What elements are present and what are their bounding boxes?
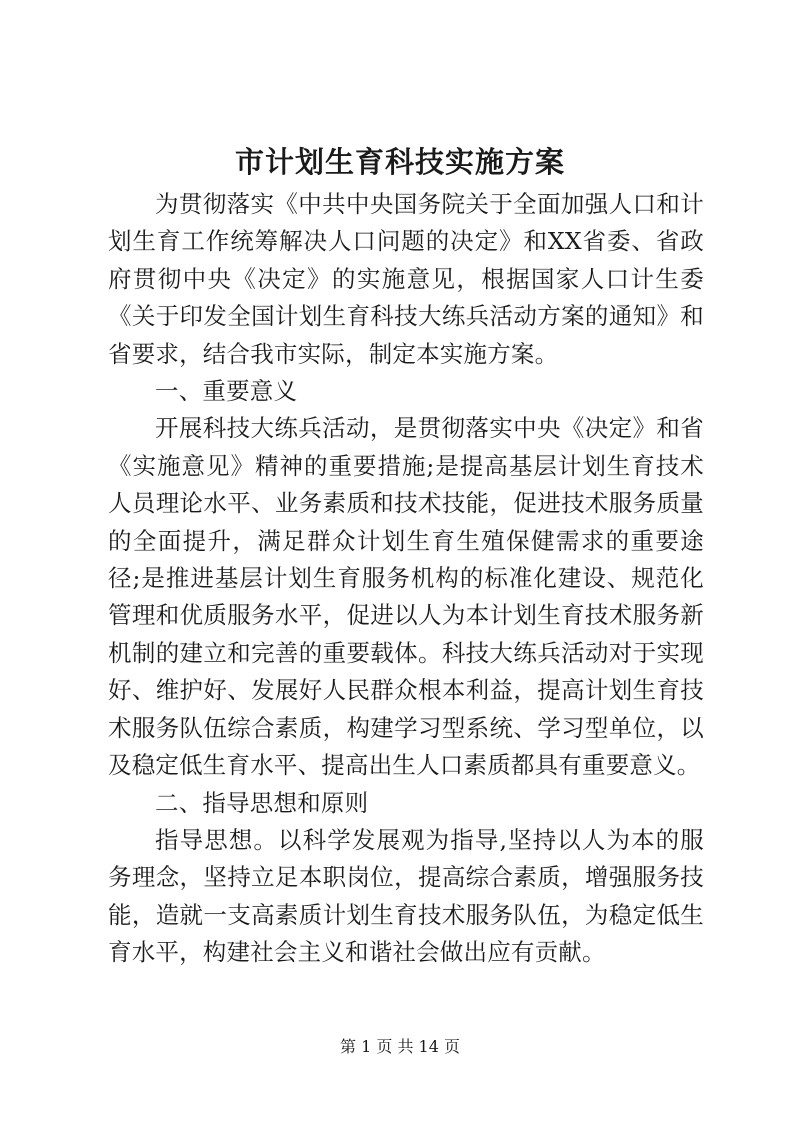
significance-paragraph: 开展科技大练兵活动，是贯彻落实中央《决定》和省《实施意见》精神的重要措施;是提高基层计划生育技术人员理论水平、业务素质和技术技能，促进技术服务质量的全面提升，满足群众计划生育生殖保健需求的重要途径;是推进基层计划生育服务机构的标准化建设、规范化管理和优质服务水平，促进以人为本计划生育技术服务新机制的建立和完善的重要载体。科技大练兵活动对于实现好、维护好、发展好人民群众根本利益，提高计划生育技术服务队伍综合素质，构建学习型系统、学习型单位，以及稳定低生育水平、提高出生人口素质都具有重要意义。 <box>108 414 704 780</box>
page-number-footer: 第 1 页 共 14 页 <box>340 1037 460 1056</box>
section-heading-significance: 一、重要意义 <box>155 377 298 406</box>
intro-paragraph: 为贯彻落实《中共中央国务院关于全面加强人口和计划生育工作统筹解决人口问题的决定》和XX省委、省政府贯彻中央《决定》的实施意见，根据国家人口计生委《关于印发全国计划生育科技大练兵活动方案的通知》和省要求，结合我市实际，制定本实施方案。 <box>108 190 704 368</box>
section-heading-guiding-principles: 二、指导思想和原则 <box>155 788 369 817</box>
document-body <box>108 186 704 972</box>
guiding-ideology-paragraph: 指导思想。以科学发展观为指导,坚持以人为本的服务理念，坚持立足本职岗位，提高综合素质，增强服务技能，造就一支高素质计划生育技术服务队伍，为稳定低生育水平，构建社会主义和谐社会做出应有贡献。 <box>108 825 704 967</box>
document-title: 市计划生育科技实施方案 <box>234 145 565 179</box>
